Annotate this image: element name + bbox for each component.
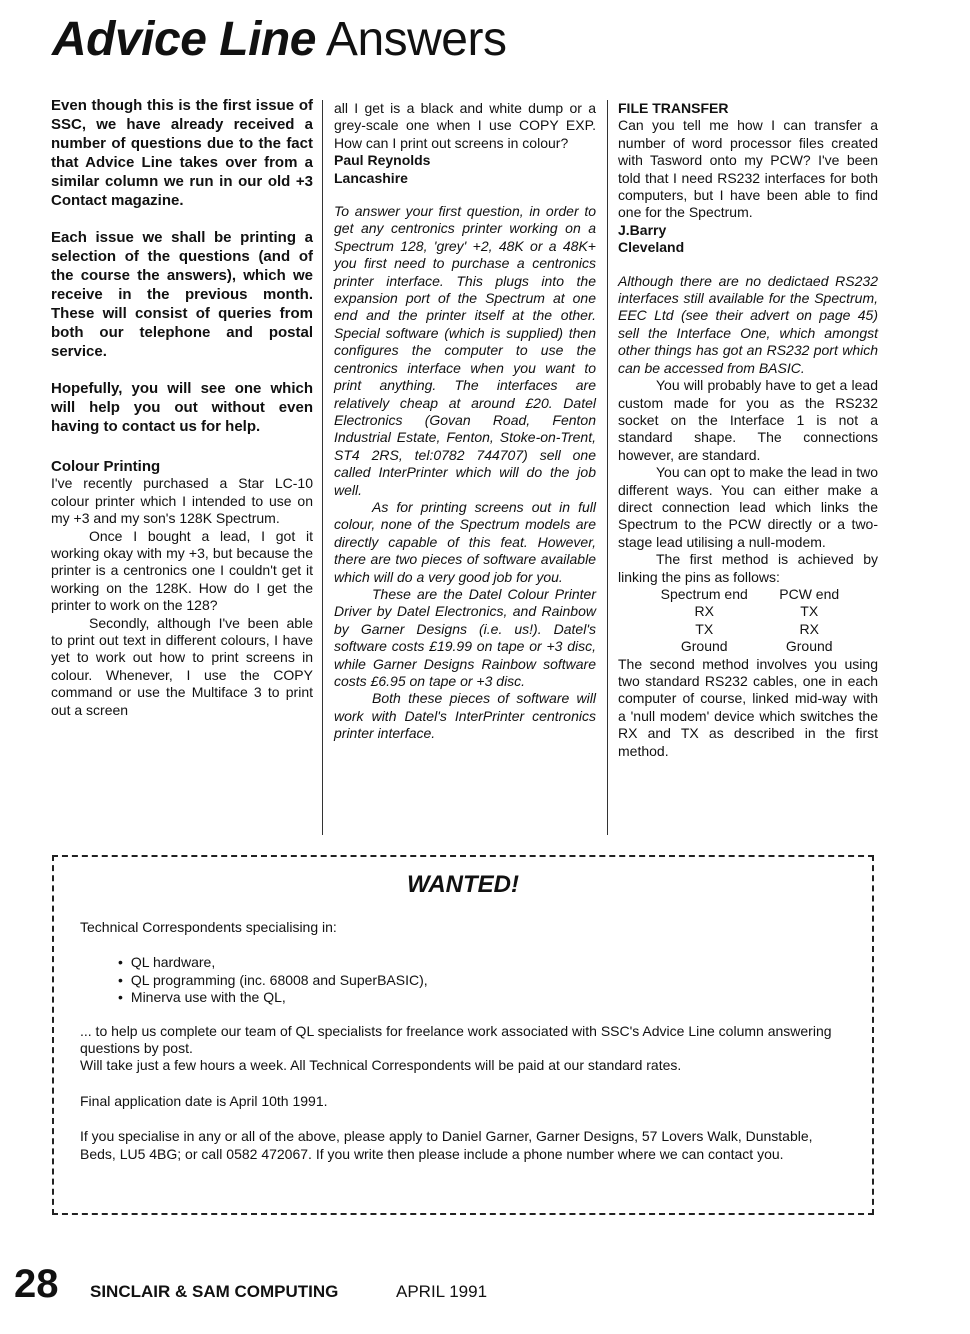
- wanted-body: [80, 919, 850, 1163]
- table-cell: TX: [695, 620, 714, 637]
- list-item: • QL programming (inc. 68008 and SuperBASIC),: [118, 972, 850, 989]
- issue-date: APRIL 1991: [396, 1282, 488, 1301]
- page-footer: [0, 1262, 970, 1322]
- question-paragraph: all I get is a black and white dump or a grey-scale one when I use COPY EXP. How can I print out screens in colour?: [334, 100, 596, 151]
- question-paragraph: I've recently purchased a Star LC-10 colour printer which I intended to use on my +3 and my son's 128K Spectrum.: [51, 475, 313, 527]
- reader-location: Cleveland: [618, 239, 685, 256]
- reader-location: Lancashire: [334, 169, 408, 186]
- wanted-paragraph: ... to help us complete our team of QL specialists for freelance work associated with SSC's Advice Line column answering questions by post.: [80, 1022, 832, 1057]
- wanted-lead: Technical Correspondents specialising in:: [80, 919, 337, 935]
- question-paragraph: Can you tell me how I can transfer a number of word processor files created with Tasword onto my PCW? I've been told that I need RS232 interfaces for both computers, but I have been able to find one for the Spectrum.: [618, 117, 878, 221]
- question-paragraph: Secondly, although I've been able to print out text in different colours, I have yet to work out how to print screens in colour. Whenever, I use the COPY command or use the Multiface 3 to print out a screen: [51, 614, 313, 718]
- reader-name: Paul Reynolds: [334, 152, 431, 169]
- title-answers: Answers: [325, 13, 507, 66]
- column-2: [334, 100, 596, 743]
- answer-paragraph: Although there are no dedictaed RS232 interfaces still available for the Spectrum, EEC Ltd (see their advert on page 45) sell the Interface One, which amongst other things has got an RS232 port which can be accessed from BASIC.: [618, 272, 878, 376]
- section-heading-file-transfer: FILE TRANSFER: [618, 100, 729, 116]
- answer-paragraph: The first method is achieved by linking the pins as follows:: [618, 551, 878, 585]
- table-header-cell: PCW end: [779, 585, 840, 602]
- table-cell: Ground: [680, 638, 728, 655]
- column-divider-2: [607, 100, 608, 835]
- answer-paragraph: You will probably have to get a lead custom made for you as the RS232 socket on the Interface 1 is not a standard shape. The connections however, are standard.: [618, 377, 878, 463]
- list-item: • Minerva use with the QL,: [118, 989, 850, 1006]
- table-row: [642, 638, 852, 655]
- table-cell: TX: [800, 603, 819, 620]
- intro-paragraph-2: Each issue we shall be printing a selection of the questions (and of the course the answers), which we receive in the previous month. These will consist of queries from both our telephone and postal service.: [51, 229, 313, 360]
- title-advice-line: Advice Line: [52, 13, 316, 66]
- page-number: 28: [14, 1262, 59, 1306]
- table-row: [642, 603, 852, 620]
- table-header-row: [642, 586, 852, 603]
- column-divider-1: [322, 100, 323, 835]
- wanted-paragraph: Will take just a few hours a week. All Technical Correspondents will be paid at our standard rates.: [80, 1057, 682, 1074]
- column-1: [51, 96, 313, 719]
- wanted-heading: WANTED!: [407, 871, 519, 898]
- answer-paragraph: These are the Datel Colour Printer Driver by Datel Electronics, and Rainbow by Garner Designs (i.e. us!). Datel's software costs £19.99 on tape or +3 disc, while Garner Designs Rainbow software costs £6.95 on tape or +3 disc.: [334, 585, 596, 689]
- intro-paragraph-3: Hopefully, you will see one which will help you out without even having to contact us for help.: [51, 380, 313, 435]
- answer-paragraph: To answer your first question, in order to get any centronics printer working on a Spectrum 128, 'grey' +2, 48K or a 48K+ you first need to purchase a centronics printer interface. This plugs into the expansion port of the Spectrum at one end and the printer itself at the other. Special software (which is supplied) then configures the computer to use the centronics interface when you want to print anything. The interfaces are relatively cheap at around £20. Datel Electronics (Govan Road, Fenton Industrial Estate, Fenton, Stoke-on-Trent, ST4 2RS, tel:0782 744707) sell one called InterPrinter which will do the job well.: [334, 203, 596, 498]
- reader-name: J.Barry: [618, 221, 667, 238]
- column-3: [618, 100, 878, 760]
- question-paragraph: Once I bought a lead, I got it working okay with my +3, but because the printer is a centronics one I couldn't get it working on the 128K. How do I get the printer to work on the 128?: [51, 527, 313, 614]
- answer-paragraph: You can opt to make the lead in two different ways. You can either make a direct connection lead which links the Spectrum to the PCW directly or a two-stage lead utilising a null-modem.: [618, 464, 878, 550]
- answer-paragraph: Both these pieces of software will work with Datel's InterPrinter centronics printer interface.: [334, 690, 596, 742]
- intro-paragraph-1: Even though this is the first issue of SSC, we have already received a number of questions due to the fact that Advice Line takes over from a similar column we run in our old +3 Contact magazine.: [51, 97, 313, 209]
- table-cell: RX: [694, 603, 714, 620]
- section-heading-colour-printing: Colour Printing: [51, 458, 161, 475]
- table-row: [642, 621, 852, 638]
- wanted-list: [80, 954, 850, 1006]
- wanted-contact: If you specialise in any or all of the above, please apply to Daniel Garner, Garner Designs, 57 Lovers Walk, Dunstable, Beds, LU5 4BG; or call 0582 472067. If you write then please include a phone number where we can contact you.: [80, 1128, 813, 1162]
- pin-connection-table: [642, 586, 852, 656]
- table-header-cell: Spectrum end: [660, 585, 748, 602]
- list-item: • QL hardware,: [118, 954, 850, 971]
- table-cell: RX: [799, 620, 819, 637]
- answer-paragraph: As for printing screens out in full colour, none of the Spectrum models are directly capable of this feat. However, there are two pieces of software available which will do a very good job for you.: [334, 498, 596, 585]
- table-cell: Ground: [785, 638, 833, 655]
- magazine-name: SINCLAIR & SAM COMPUTING: [90, 1282, 339, 1301]
- answer-paragraph: The second method involves you using two standard RS232 cables, one in each computer of course, linked mid-way with a 'null modem' device which switches the RX and TX as described in the first method.: [618, 655, 878, 759]
- wanted-deadline: Final application date is April 10th 1991.: [80, 1092, 328, 1109]
- wanted-advert-box: [52, 855, 874, 1215]
- page-title: [52, 8, 506, 72]
